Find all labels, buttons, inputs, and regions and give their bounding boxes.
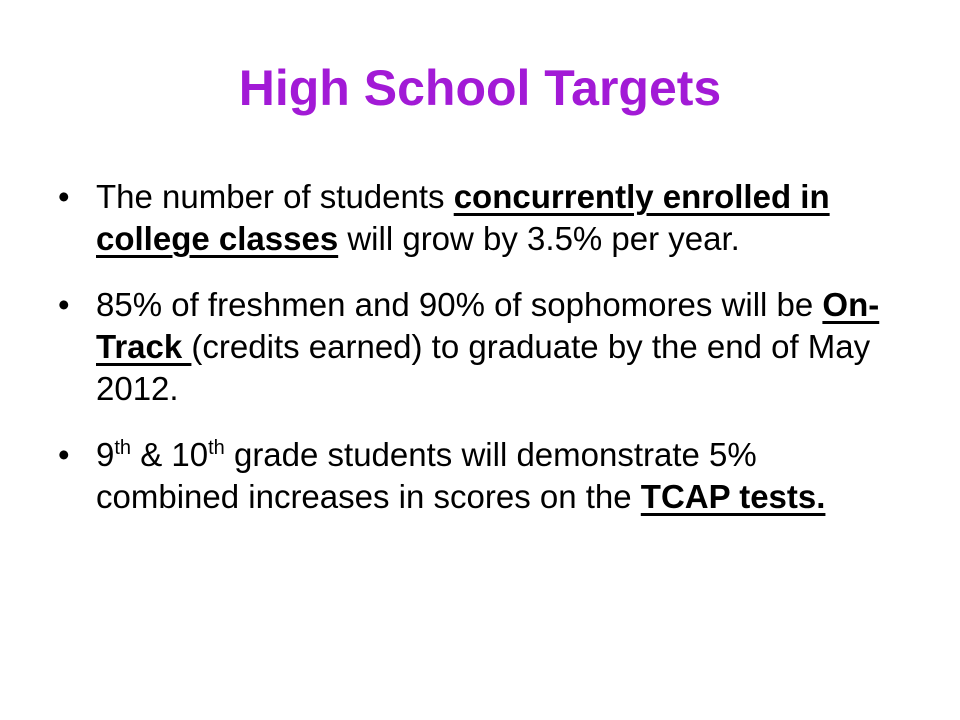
bullet-item-tcap <box>56 434 906 518</box>
slide-title: High School Targets <box>238 60 722 116</box>
bullet-text-pre: grade students will demonstrate 5% combined increases in scores on the <box>96 436 757 515</box>
bullet-text-emphasis: On-Track <box>96 286 880 365</box>
bullet-text-emphasis: concurrently enrolled in college classes <box>96 178 830 257</box>
bullet-list <box>56 176 906 542</box>
grade-ten-suffix: th <box>208 437 225 459</box>
bullet-dot-icon: • <box>58 286 70 323</box>
bullet-item-on-track <box>56 284 906 410</box>
grade-ten: & 10 <box>131 436 209 473</box>
grade-nine-suffix: th <box>114 437 132 459</box>
bullet-text-pre: 85% of freshmen and 90% of sophomores will be <box>96 286 823 323</box>
bullet-text-post: (credits earned) to graduate by the end of May 2012. <box>96 328 871 407</box>
bullet-dot-icon: • <box>58 436 70 473</box>
bullet-text-post: will grow by 3.5% per year. <box>338 220 740 257</box>
grade-nine: 9 <box>96 436 115 473</box>
bullet-text-pre: The number of students <box>96 178 454 215</box>
bullet-item-concurrent-enrollment <box>56 176 906 260</box>
bullet-dot-icon: • <box>58 178 70 215</box>
bullet-text-emphasis: TCAP tests. <box>640 478 826 515</box>
